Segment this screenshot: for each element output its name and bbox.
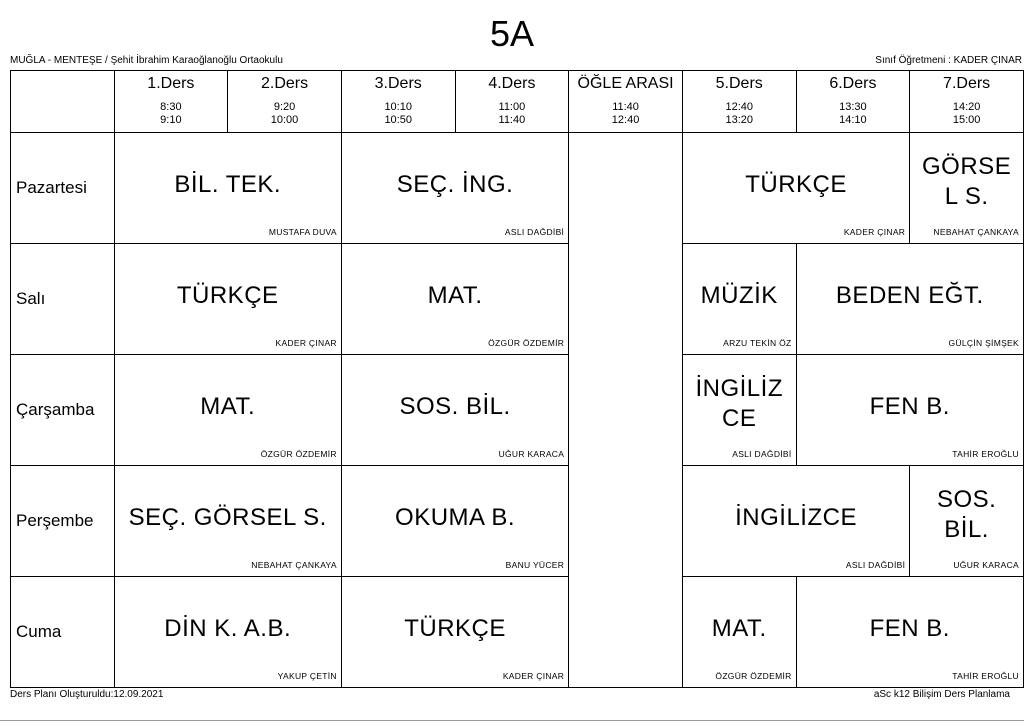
- period-header-lunch: [569, 71, 683, 133]
- lesson-subject: BEDEN EĞT.: [835, 282, 984, 309]
- lesson-subject: BİL. TEK.: [174, 171, 282, 198]
- lesson-subject: İNGİLİZCE: [735, 504, 857, 531]
- lesson-teacher: GÜLÇİN ŞİMŞEK: [948, 338, 1019, 348]
- lesson-teacher: MUSTAFA DUVA: [268, 227, 337, 237]
- lesson-teacher: BANU YÜCER: [505, 560, 565, 570]
- period-end: 13:20: [725, 114, 753, 126]
- period-start: 10:10: [384, 101, 412, 113]
- lesson-subject: SOS. BİL.: [936, 486, 997, 543]
- lesson-cell: [341, 355, 568, 466]
- lesson-teacher: TAHİR EROĞLU: [952, 449, 1019, 459]
- lesson-subject: GÖRSE L S.: [922, 153, 1012, 210]
- lesson-cell: [114, 133, 341, 244]
- period-start: 12:40: [725, 101, 753, 113]
- lesson-subject: MAT.: [427, 282, 483, 309]
- lesson-teacher: UĞUR KARACA: [953, 560, 1019, 570]
- period-start: 11:40: [612, 101, 639, 113]
- lesson-teacher: NEBAHAT ÇANKAYA: [251, 560, 337, 570]
- period-header-row: [11, 71, 1024, 133]
- lesson-cell: [341, 133, 568, 244]
- lesson-teacher: ASLI DAĞDİBİ: [845, 560, 906, 570]
- lesson-cell: [682, 466, 909, 577]
- bottom-divider: [0, 720, 1024, 721]
- lesson-subject: SEÇ. GÖRSEL S.: [128, 504, 327, 531]
- lesson-cell: [341, 466, 568, 577]
- period-start: 8:30: [160, 101, 182, 113]
- period-name: 5.Ders: [715, 75, 763, 92]
- period-header: [910, 71, 1024, 133]
- day-row-persembe: [11, 466, 1024, 577]
- period-header: [796, 71, 910, 133]
- day-cell: [11, 355, 115, 466]
- period-start: 11:00: [498, 101, 526, 113]
- lesson-cell: [910, 133, 1024, 244]
- period-header: [341, 71, 455, 133]
- lesson-teacher: ÖZGÜR ÖZDEMİR: [488, 338, 565, 348]
- period-name: 2.Ders: [260, 75, 309, 92]
- lesson-cell: [910, 466, 1024, 577]
- period-start: 14:20: [952, 101, 981, 113]
- created-date: Ders Planı Oluşturuldu:12.09.2021: [10, 689, 164, 700]
- lesson-teacher: NEBAHAT ÇANKAYA: [933, 227, 1019, 237]
- lesson-subject: MAT.: [200, 393, 256, 420]
- day-name: Cuma: [16, 622, 62, 641]
- period-name: 3.Ders: [374, 75, 422, 92]
- lesson-teacher: KADER ÇINAR: [843, 227, 906, 237]
- period-end: 14:10: [839, 114, 867, 126]
- lesson-cell: [114, 577, 341, 688]
- period-end: 12:40: [611, 114, 640, 126]
- day-row-cuma: [11, 577, 1024, 688]
- lesson-teacher: ASLI DAĞDİBİ: [732, 449, 792, 459]
- period-name: 4.Ders: [488, 75, 536, 92]
- period-name: ÖĞLE ARASI: [577, 75, 674, 92]
- lesson-subject: DİN K. A.B.: [164, 615, 292, 642]
- period-start: 9:20: [273, 101, 296, 113]
- lesson-subject: MÜZİK: [700, 282, 778, 309]
- day-name: Salı: [16, 289, 46, 308]
- lesson-subject: SEÇ. İNG.: [396, 171, 514, 198]
- period-end: 10:50: [384, 114, 412, 126]
- lesson-subject: FEN B.: [869, 615, 950, 642]
- period-end: 15:00: [952, 114, 981, 126]
- header-corner: [11, 71, 115, 133]
- lesson-subject: TÜRKÇE: [745, 171, 847, 198]
- lesson-cell: [682, 244, 796, 355]
- period-header: [455, 71, 569, 133]
- class-teacher: Sınıf Öğretmeni : KADER ÇINAR: [875, 55, 1022, 66]
- lesson-subject: TÜRKÇE: [176, 282, 279, 309]
- lesson-teacher: ÖZGÜR ÖZDEMİR: [260, 449, 337, 459]
- period-start: 13:30: [839, 101, 867, 113]
- lesson-teacher: TAHİR EROĞLU: [952, 671, 1019, 681]
- lesson-cell: [341, 577, 568, 688]
- lesson-teacher: ASLI DAĞDİBİ: [504, 227, 565, 237]
- lesson-cell: [341, 244, 568, 355]
- lunch-break-column: [569, 133, 683, 688]
- day-cell: [11, 577, 115, 688]
- period-header: [682, 71, 796, 133]
- lesson-cell: [682, 133, 909, 244]
- period-header: [114, 71, 228, 133]
- day-name: Perşembe: [16, 511, 94, 530]
- timetable: [10, 70, 1024, 688]
- lesson-cell: [682, 355, 796, 466]
- lesson-subject: FEN B.: [869, 393, 950, 420]
- lesson-cell: [796, 355, 1023, 466]
- period-name: 1.Ders: [147, 75, 195, 92]
- day-name: Pazartesi: [16, 178, 87, 197]
- lesson-cell: [114, 244, 341, 355]
- day-row-sali: [11, 244, 1024, 355]
- period-end: 10:00: [270, 114, 299, 126]
- lesson-subject: MAT.: [711, 615, 767, 642]
- lesson-teacher: KADER ÇINAR: [502, 671, 565, 681]
- lesson-subject: SOS. BİL.: [399, 393, 511, 420]
- day-cell: [11, 466, 115, 577]
- day-cell: [11, 244, 115, 355]
- lesson-teacher: ÖZGÜR ÖZDEMİR: [715, 671, 792, 681]
- day-name: Çarşamba: [16, 400, 95, 419]
- software-credit: aSc k12 Bilişim Ders Planlama: [873, 689, 1010, 700]
- page-title: 5A: [489, 13, 535, 54]
- lesson-teacher: ARZU TEKİN ÖZ: [723, 338, 792, 348]
- period-end: 9:10: [160, 114, 182, 126]
- lesson-cell: [114, 355, 341, 466]
- day-row-carsamba: [11, 355, 1024, 466]
- lesson-subject: TÜRKÇE: [404, 615, 506, 642]
- lesson-cell: [682, 577, 796, 688]
- lesson-subject: İNGİLİZ CE: [695, 375, 783, 432]
- day-row-pazartesi: [11, 133, 1024, 244]
- lesson-cell: [114, 466, 341, 577]
- lesson-subject: OKUMA B.: [395, 504, 516, 531]
- period-header: [228, 71, 342, 133]
- lesson-teacher: YAKUP ÇETİN: [277, 671, 337, 681]
- lesson-teacher: UĞUR KARACA: [498, 449, 565, 459]
- school-name: MUĞLA - MENTEŞE / Şehit İbrahim Karaoğlanoğlu Ortaokulu: [10, 55, 283, 66]
- day-cell: [11, 133, 115, 244]
- period-name: 6.Ders: [829, 75, 877, 92]
- lesson-cell: [796, 244, 1023, 355]
- lesson-teacher: KADER ÇINAR: [275, 338, 337, 348]
- lesson-cell: [796, 577, 1023, 688]
- period-end: 11:40: [498, 114, 526, 126]
- period-name: 7.Ders: [943, 75, 991, 92]
